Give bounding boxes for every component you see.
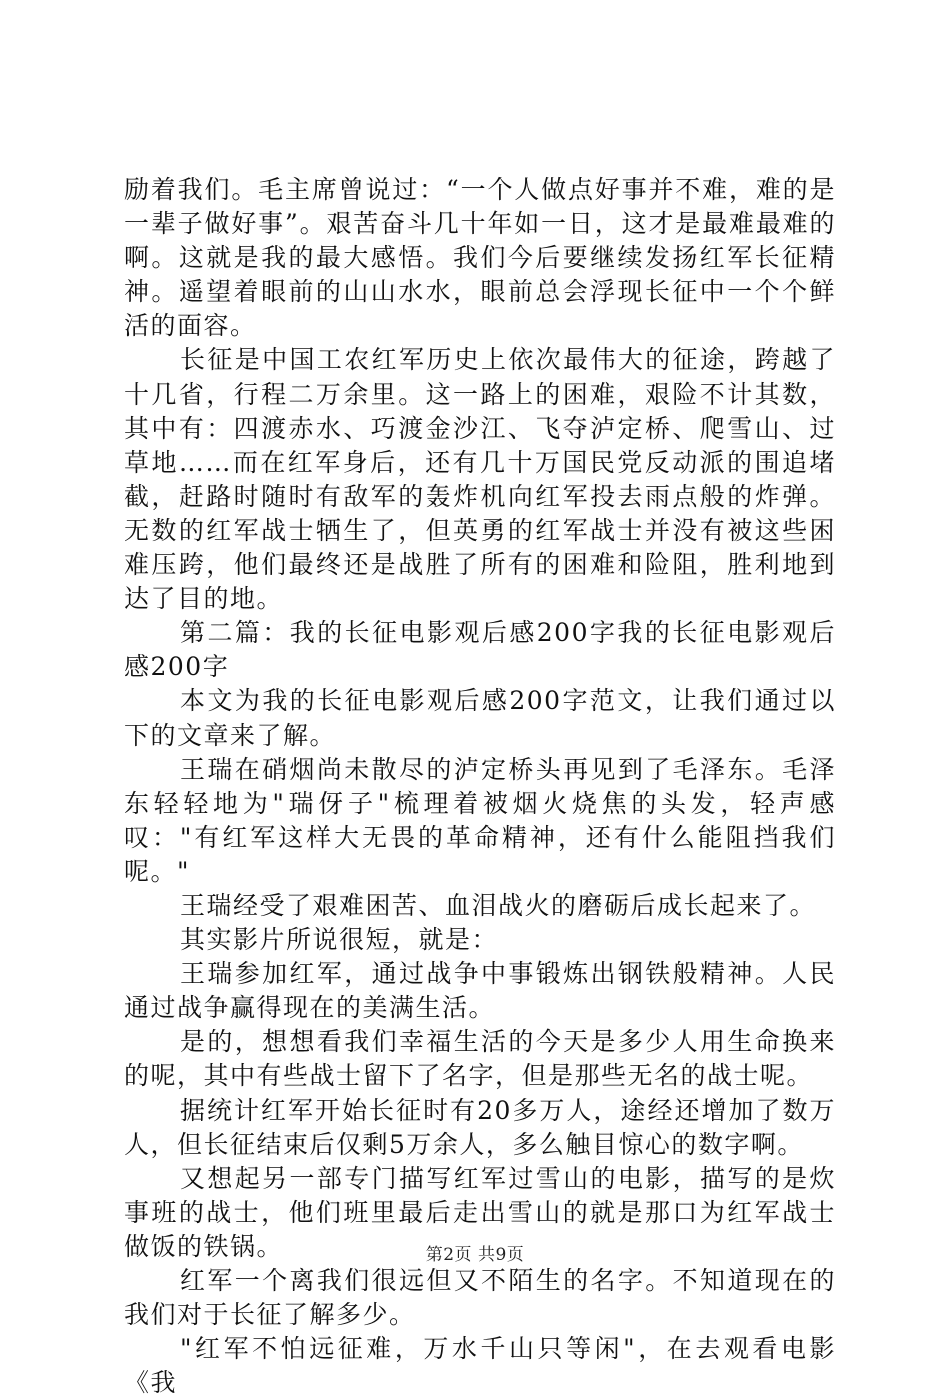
page-footer: 第2页 共9页: [425, 1245, 525, 1265]
paragraph-2: 长征是中国工农红军历史上依次最伟大的征途，跨越了十几省，行程二万余里。这一路上的困难，艰险不计其数，其中有：四渡赤水、巧渡金沙江、飞夺泸定桥、爬雪山、过草地……而在红军身后，还有几十万国民党反动派的围追堵截，赶路时随时有敌军的轰炸机向红军投去雨点般的炸弹。无数的红军战士牺生了，但英勇的红军战士并没有被这些困难压跨，他们最终还是战胜了所有的困难和险阻，胜利地到达了目的地。: [124, 345, 836, 614]
paragraph-3: 本文为我的长征电影观后感200字范文，让我们通过以下的文章来了解。: [124, 686, 836, 750]
paragraph-10: 又想起另一部专门描写红军过雪山的电影，描写的是炊事班的战士，他们班里最后走出雪山的就是那口为红军战士做饭的铁锅。: [124, 1163, 836, 1261]
paragraph-12: "红军不怕远征难，万水千山只等闲"，在去观看电影《我: [124, 1334, 836, 1398]
paragraph-11: 红军一个离我们很远但又不陌生的名字。不知道现在的我们对于长征了解多少。: [124, 1266, 836, 1330]
paragraph-5: 王瑞经受了艰难困苦、血泪战火的磨砺后成长起来了。: [180, 890, 817, 920]
paragraph-9: 据统计红军开始长征时有20多万人，途经还增加了数万人，但长征结束后仅剩5万余人，多么触目惊心的数字啊。: [124, 1095, 836, 1159]
section-heading: 第二篇：我的长征电影观后感200字我的长征电影观后感200字: [124, 618, 836, 682]
document-body: [124, 173, 836, 1400]
paragraph-7: 王瑞参加红军，通过战争中事锻炼出钢铁般精神。人民通过战争赢得现在的美满生活。: [124, 959, 836, 1023]
paragraph-1: 励着我们。毛主席曾说过：“一个人做点好事并不难，难的是一辈子做好事”。艰苦奋斗几十年如一日，这才是最难最难的啊。这就是我的最大感悟。我们今后要继续发扬红军长征精神。遥望着眼前的山山水水，眼前总会浮现长征中一个个鲜活的面容。: [124, 175, 836, 341]
paragraph-6: 其实影片所说很短，就是：: [180, 925, 499, 955]
paragraph-8: 是的，想想看我们幸福生活的今天是多少人用生命换来的呢，其中有些战士留下了名字，但是那些无名的战士呢。: [124, 1027, 836, 1091]
paragraph-4: 王瑞在硝烟尚未散尽的泸定桥头再见到了毛泽东。毛泽东轻轻地为"瑞伢子"梳理着被烟火烧焦的头发，轻声感叹："有红军这样大无畏的革命精神，还有什么能阻挡我们呢。": [124, 754, 836, 886]
